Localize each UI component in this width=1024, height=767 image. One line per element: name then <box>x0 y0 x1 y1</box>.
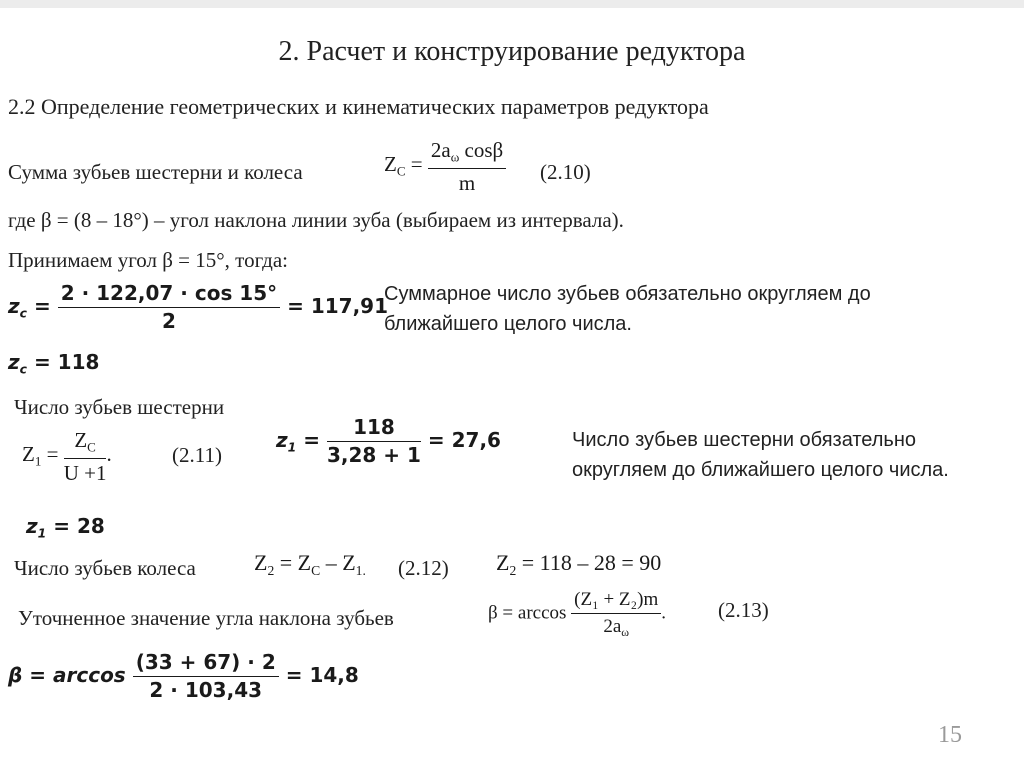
gear-teeth-calc-z: Z <box>496 550 510 575</box>
z1-formula-fraction <box>64 428 107 485</box>
beta-calc <box>8 651 359 702</box>
zc-calc-lhs-sub: c <box>19 305 27 321</box>
zc-rounded-rest: = 118 <box>27 350 100 374</box>
beta-refined-den-sub: ω <box>621 625 630 639</box>
z1-calc-num: 118 <box>327 416 421 442</box>
gear-teeth-formula-z2: Z <box>254 550 268 575</box>
teeth-sum-label: Сумма зубьев шестерни и колеса <box>8 160 303 184</box>
zc-rounding-note: Суммарное число зубьев обязательно округляем до ближайшего целого числа. <box>384 283 871 335</box>
gear-teeth-calc <box>496 550 661 579</box>
teeth-sum-ref: (2.10) <box>540 160 591 184</box>
z1-formula-dot: . <box>106 442 112 467</box>
z1-calc-lhs: z <box>276 428 288 452</box>
gear-teeth-formula-sub2: 2 <box>267 562 275 578</box>
z1-calc-den: 3,28 + 1 <box>326 443 421 467</box>
z1-calc-eq: = <box>303 428 320 452</box>
z1-rounded-rest: = 28 <box>46 514 105 538</box>
z1-formula-num-sub: C <box>87 439 96 455</box>
zc-calc-num: 2 · 122,07 · cos 15° <box>58 282 280 308</box>
beta-refined-ref: (2.13) <box>718 598 769 622</box>
zc-rounded <box>8 350 99 376</box>
zc-rounded-lhs-sub: c <box>19 361 27 377</box>
gear-teeth-formula-sub1: 1. <box>355 562 366 578</box>
teeth-sum-num-sub: ω <box>450 149 460 165</box>
teeth-sum-den: m <box>458 170 476 195</box>
beta-refined-den: 2a <box>603 615 622 637</box>
teeth-sum-lhs-sub: C <box>396 163 406 179</box>
beta-refined-dot: . <box>661 602 667 624</box>
z1-formula-den: U +1 <box>63 460 107 485</box>
beta-refined-lhs: β = arccos <box>488 602 567 624</box>
z1-formula-num: Z <box>74 428 88 452</box>
beta-calc-result: = 14,8 <box>285 663 359 687</box>
pinion-label: Число зубьев шестерни <box>14 395 225 419</box>
z1-formula-lhs: Z <box>22 442 35 467</box>
teeth-sum-formula <box>384 138 506 195</box>
beta-refined-fraction <box>571 589 661 640</box>
beta-note: где β = (8 – 18°) – угол наклона линии зуба (выбираем из интервала). <box>8 208 624 232</box>
beta-calc-fraction <box>133 651 279 702</box>
gear-teeth-formula-z1: – Z <box>320 550 356 575</box>
teeth-sum-lhs: Z <box>384 152 397 177</box>
gear-teeth-calc-rest: = 118 – 28 = 90 <box>516 550 662 575</box>
z1-formula-ref: (2.11) <box>172 443 222 467</box>
beta-refined-label: Уточненное значение угла наклона зубьев <box>18 606 394 630</box>
z1-rounded-lhs: z <box>26 514 38 538</box>
gear-teeth-formula-zc: = Z <box>274 550 312 575</box>
beta-calc-lhs: β = arccos <box>8 663 126 687</box>
z1-rounding-note: Число зубьев шестерни обязательно округляем до ближайшего целого числа. <box>572 429 949 481</box>
zc-calc-fraction <box>58 282 280 333</box>
beta-calc-den: 2 · 103,43 <box>149 678 263 702</box>
z1-calc <box>276 416 501 467</box>
gear-teeth-formula <box>254 550 366 579</box>
z1-calc-result: = 27,6 <box>427 428 501 452</box>
gear-teeth-ref: (2.12) <box>398 556 449 580</box>
z1-rounded <box>26 514 105 540</box>
section-subtitle: 2.2 Определение геометрических и кинематических параметров редуктора <box>8 94 709 119</box>
beta-refined-formula <box>488 589 666 640</box>
gear-teeth-calc-sub: 2 <box>509 562 517 578</box>
page-title: 2. Расчет и конструирование редуктора <box>278 36 746 67</box>
z1-calc-fraction <box>327 416 421 467</box>
zc-calc <box>8 282 388 333</box>
zc-calc-eq: = <box>33 294 51 318</box>
z1-formula-lhs-sub: 1 <box>34 453 42 469</box>
page-number: 15 <box>938 722 962 748</box>
teeth-sum-fraction <box>428 138 506 195</box>
z1-formula-eq: = <box>46 442 59 467</box>
beta-refined-num: (Z₁ + Z₂)m <box>571 589 661 614</box>
teeth-sum-num-b: cosβ <box>459 138 504 162</box>
accept-angle: Принимаем угол β = 15°, тогда: <box>8 248 288 272</box>
zc-rounded-lhs: z <box>8 350 20 374</box>
z1-calc-lhs-sub: 1 <box>287 439 297 455</box>
z1-rounded-lhs-sub: 1 <box>37 525 47 541</box>
beta-calc-num: (33 + 67) · 2 <box>133 651 279 677</box>
z1-formula <box>22 428 112 485</box>
zc-calc-lhs: z <box>8 294 20 318</box>
zc-calc-den: 2 <box>161 309 176 333</box>
gear-teeth-formula-subc: C <box>311 562 321 578</box>
teeth-sum-num-a: 2a <box>430 138 451 162</box>
slide-top-bar <box>0 0 1024 8</box>
zc-calc-result: = 117,91 <box>287 294 389 318</box>
gear-teeth-label: Число зубьев колеса <box>14 556 196 580</box>
teeth-sum-eq: = <box>410 152 423 177</box>
